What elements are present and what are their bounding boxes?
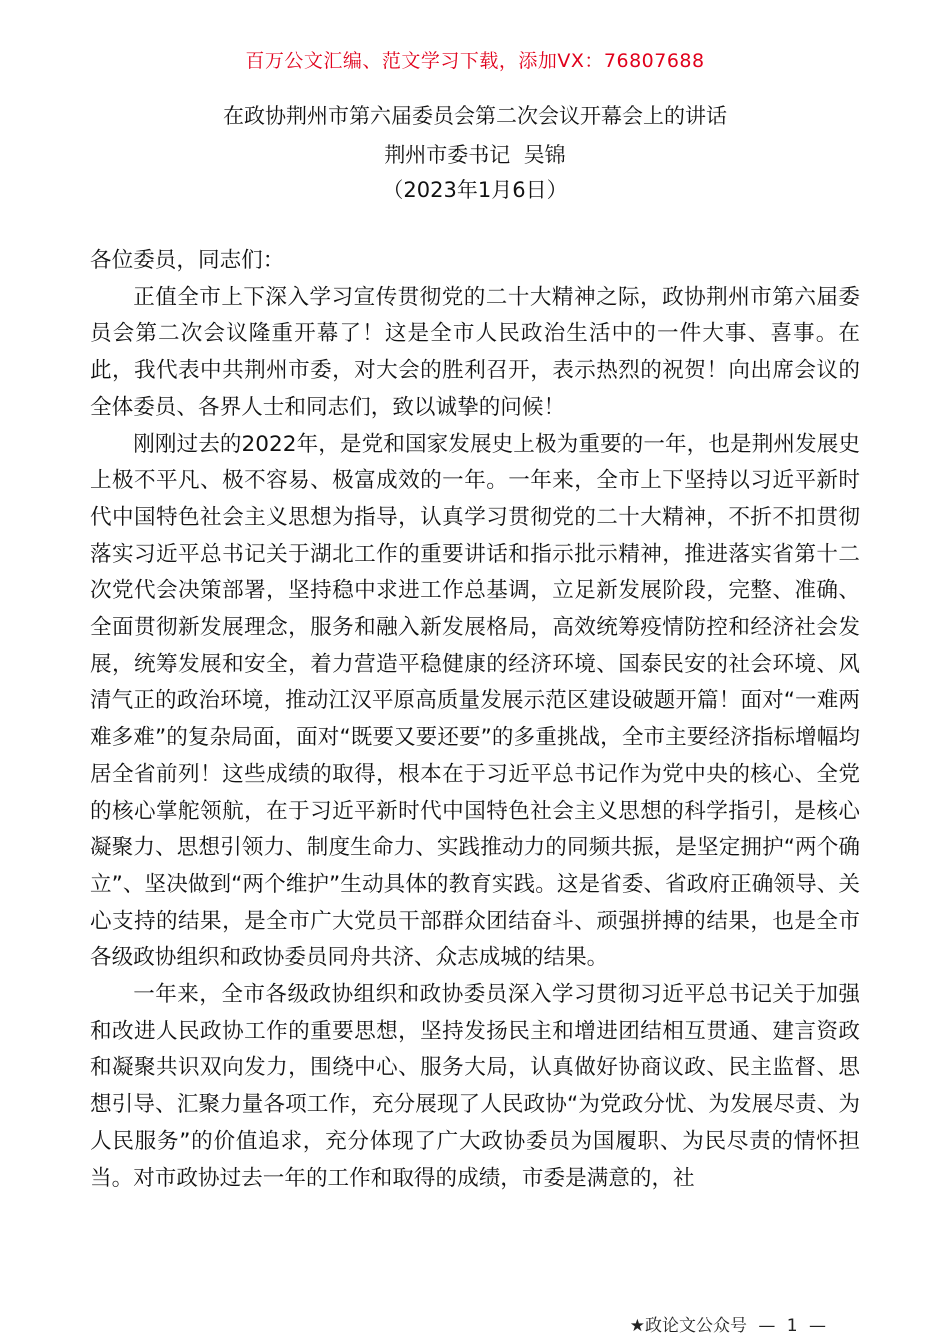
paragraph-3: 一年来，全市各级政协组织和政协委员深入学习贯彻习近平总书记关于加强和改进人民政协工作的重要思想，坚持发扬民主和增进团结相互贯通、建言资政和凝聚共识双向发力，围绕中心、服务大局，认真做好协商议政、民主监督、思想引导、汇聚力量各项工作，充分展现了人民政协“为党政分忧、为发展尽责、为人民服务”的价值追求，充分体现了广大政协委员为国履职、为民尽责的情怀担当。对市政协过去一年的工作和取得的成绩，市委是满意的，社 [90,982,860,1191]
page-number: 1 [786,1316,798,1336]
speech-title: 在政协荆州市第六届委员会第二次会议开幕会上的讲话 [223,104,727,128]
speech-body [90,243,860,1197]
footer-dash-right: — [809,1316,826,1336]
watermark-banner: 百万公文汇编、范文学习下载，添加VX：76807688 [245,50,705,72]
paragraph-1: 正值全市上下深入学习宣传贯彻党的二十大精神之际，政协荆州市第六届委员会第二次会议隆重开幕了！这是全市人民政治生活中的一件大事、喜事。在此，我代表中共荆州市委，对大会的胜利召开，表示热烈的祝贺！向出席会议的全体委员、各界人士和同志们，致以诚挚的问候！ [90,284,860,420]
speech-author: 荆州市委书记 吴锦 [384,143,566,167]
footer-source: ★政论文公众号 [629,1316,747,1336]
footer-dash-left: — [758,1316,776,1336]
speech-date: （2023年1月6日） [382,178,568,202]
paragraph-2: 刚刚过去的2022年，是党和国家发展史上极为重要的一年，也是荆州发展史上极不平凡、极不容易、极富成效的一年。一年来，全市上下坚持以习近平新时代中国特色社会主义思想为指导，认真学习贯彻党的二十大精神，不折不扣贯彻落实习近平总书记关于湖北工作的重要讲话和指示批示精神，推进落实省第十二次党代会决策部署，坚持稳中求进工作总基调，立足新发展阶段，完整、准确、全面贯彻新发展理念，服务和融入新发展格局，高效统筹疫情防控和经济社会发展，统筹发展和安全，着力营造平稳健康的经济环境、国泰民安的社会环境、风清气正的政治环境，推动江汉平原高质量发展示范区建设破题开篇！面对“一难两难多难”的复杂局面，面对“既要又要还要”的多重挑战，全市主要经济指标增幅均居全省前列！这些成绩的取得，根本在于习近平总书记作为党中央的核心、全党的核心掌舵领航，在于习近平新时代中国特色社会主义思想的科学指引，是核心凝聚力、思想引领力、制度生命力、实践推动力的同频共振，是坚定拥护“两个确立”、坚决做到“两个维护”生动具体的教育实践。这是省委、省政府正确领导、关心支持的结果，是全市广大党员干部群众团结奋斗、顽强拼搏的结果，也是全市各级政协组织和政协委员同舟共济、众志成城的结果。 [90,431,860,971]
salutation: 各位委员，同志们： [90,248,285,273]
page-footer [630,1311,832,1336]
